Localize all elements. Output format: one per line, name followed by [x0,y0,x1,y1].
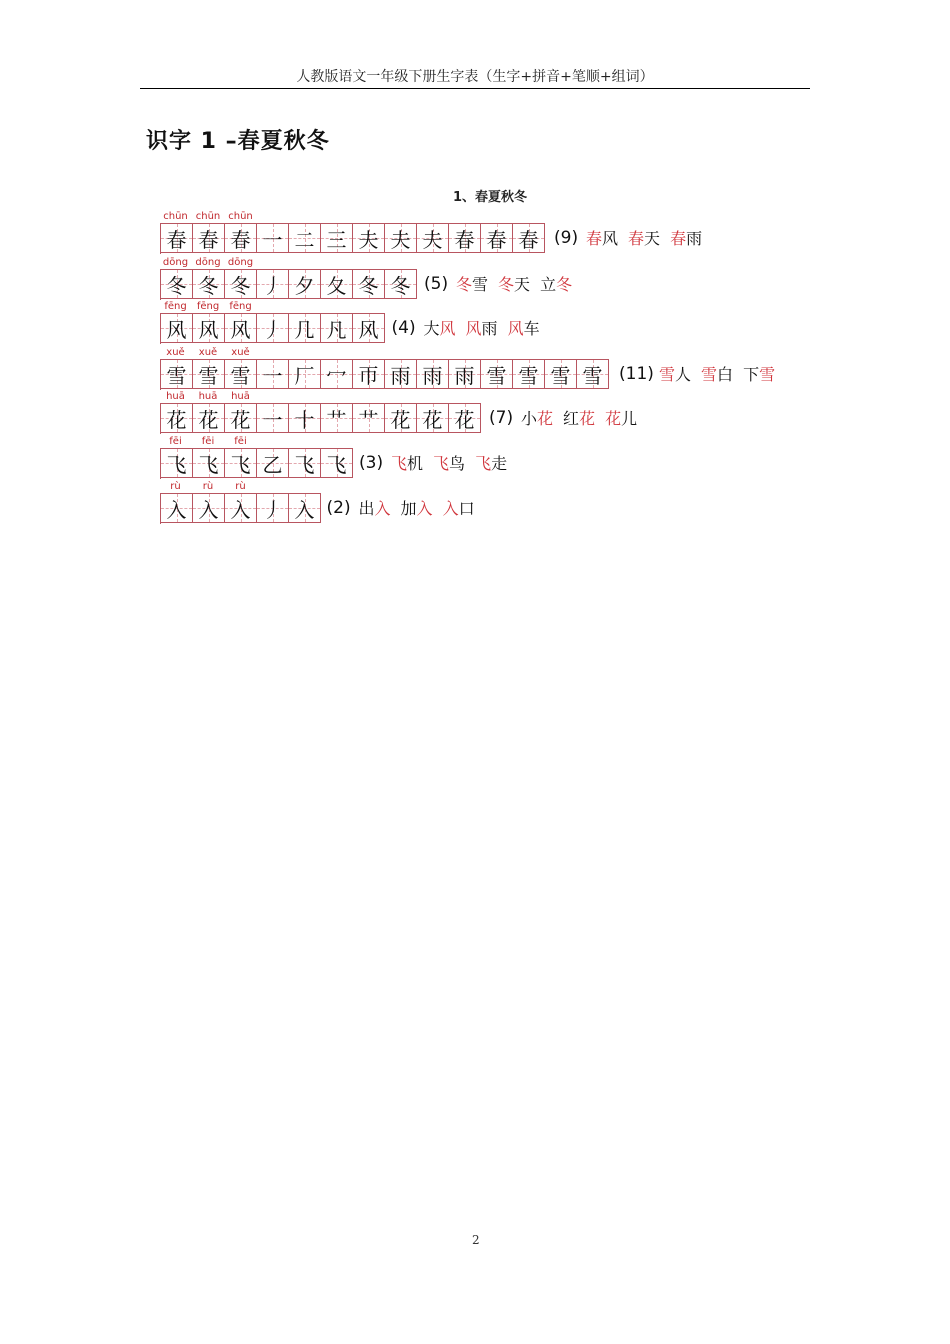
example-word [701,365,733,384]
writing-grid [160,313,385,344]
character-cell-glyph: 花 [198,407,219,432]
pinyin: chūn [228,211,253,222]
character-cell-glyph: 冬 [166,273,187,298]
word-part: 口 [458,499,475,518]
stroke-cell [449,403,481,433]
stroke-cell-glyph: 厂 [294,363,315,388]
word-part: 机 [407,454,424,473]
stroke-cell-glyph: 春 [486,227,507,252]
stroke-cell-glyph: 丿 [262,497,283,522]
example-word [433,454,465,473]
stroke-cell [289,448,321,478]
stroke-cell-glyph: 花 [390,407,411,432]
character-cell [193,223,225,253]
example-word [359,499,391,518]
highlighted-char: 春 [670,229,687,248]
word-examples [586,223,712,254]
character-cell-glyph: 花 [166,407,187,432]
example-word [540,275,572,294]
stroke-cell-glyph: 风 [358,317,379,342]
pinyin: rù [235,481,246,492]
stroke-cell-glyph: 几 [294,317,315,342]
stroke-cell [289,359,321,389]
character-cell [161,313,193,343]
highlighted-char: 飞 [475,454,492,473]
example-word [605,409,637,428]
highlighted-char: 冬 [456,275,473,294]
word-examples [391,448,517,479]
stroke-count: (3) [359,453,384,473]
word-part: 大 [423,319,440,338]
stroke-cell-glyph: 雪 [518,363,539,388]
stroke-cell [353,269,385,299]
stroke-cell [545,359,577,389]
stroke-cell [353,403,385,433]
stroke-cell [289,269,321,299]
stroke-cell-glyph: 雨 [454,363,475,388]
stroke-cell [289,403,321,433]
stroke-cell [577,359,609,389]
word-examples [659,359,785,390]
example-word [443,499,475,518]
character-cell [193,448,225,478]
stroke-cell [321,269,353,299]
highlighted-char: 入 [416,499,433,518]
character-cell-glyph: 雪 [166,363,187,388]
stroke-cell [385,403,417,433]
highlighted-char: 飞 [391,454,408,473]
stroke-cell-glyph: 花 [454,407,475,432]
word-part: 儿 [621,409,638,428]
example-word [466,319,498,338]
example-word [498,275,530,294]
page-number: 2 [472,1233,480,1247]
stroke-cell [289,223,321,253]
stroke-cell-glyph: 飞 [326,452,347,477]
example-word [628,229,660,248]
pinyin: xuě [166,347,185,358]
stroke-cell [481,223,513,253]
stroke-count: (4) [391,318,416,338]
word-part: 加 [400,499,417,518]
stroke-cell [289,313,321,343]
stroke-cell-glyph: 雪 [550,363,571,388]
character-cell [161,403,193,433]
highlighted-char: 冬 [556,275,573,294]
highlighted-char: 花 [537,409,554,428]
header-rule [140,88,810,89]
stroke-cell-glyph: 雪 [486,363,507,388]
stroke-count: (5) [424,274,449,294]
writing-grid [160,359,609,390]
stroke-cell-glyph: 十 [294,407,315,432]
word-part: 鸟 [449,454,466,473]
character-cell [193,493,225,523]
stroke-cell [257,359,289,389]
character-cell [225,313,257,343]
highlighted-char: 入 [442,499,459,518]
stroke-cell [257,403,289,433]
highlighted-char: 花 [579,409,596,428]
character-cell [193,269,225,299]
word-part: 风 [602,229,619,248]
stroke-cell-glyph: 丿 [262,317,283,342]
stroke-cell [321,313,353,343]
writing-grid [160,448,353,479]
stroke-count: (2) [326,498,351,518]
stroke-cell-glyph: 一 [262,407,283,432]
word-examples [359,493,485,524]
character-cell [225,448,257,478]
stroke-cell-glyph: 冬 [390,273,411,298]
character-cell [225,359,257,389]
word-part: 小 [521,409,538,428]
stroke-cell [321,223,353,253]
character-cell-glyph: 冬 [198,273,219,298]
character-cell-glyph: 春 [166,227,187,252]
character-cell [193,359,225,389]
character-cell-glyph: 冬 [230,273,251,298]
highlighted-char: 飞 [433,454,450,473]
pinyin: fēng [164,301,187,312]
stroke-cell [257,269,289,299]
word-part: 红 [563,409,580,428]
character-cell [193,403,225,433]
character-cell-glyph: 飞 [166,452,187,477]
stroke-cell-glyph: 雨 [390,363,411,388]
section-title: 识字 1 –春夏秋冬 [146,129,330,154]
stroke-cell-glyph: 乙 [262,452,283,477]
highlighted-char: 春 [586,229,603,248]
word-examples [521,403,647,434]
highlighted-char: 冬 [498,275,515,294]
pinyin: huā [198,391,218,402]
pinyin: fēi [169,436,182,447]
stroke-cell [513,223,545,253]
stroke-cell-glyph: 春 [454,227,475,252]
stroke-cell-glyph: 夂 [326,273,347,298]
character-cell-glyph: 雪 [230,363,251,388]
character-cell-glyph: 风 [230,317,251,342]
stroke-cell-glyph: 夫 [390,227,411,252]
character-cell-glyph: 花 [230,407,251,432]
character-cell-glyph: 风 [198,317,219,342]
stroke-cell-glyph: 花 [422,407,443,432]
stroke-cell [321,359,353,389]
character-cell-glyph: 春 [198,227,219,252]
pinyin: rù [170,481,181,492]
example-word [659,365,691,384]
pinyin: xuě [198,347,218,358]
word-part: 走 [491,454,508,473]
word-part: 人 [675,365,692,384]
stroke-cell-glyph: 春 [518,227,539,252]
character-cell [161,493,193,523]
example-word [670,229,702,248]
character-cell-glyph: 飞 [198,452,219,477]
stroke-cell-glyph: 飞 [294,452,315,477]
stroke-cell-glyph: 二 [294,227,315,252]
highlighted-char: 雪 [701,365,718,384]
word-part: 下 [743,365,760,384]
character-cell [225,403,257,433]
highlighted-char: 风 [439,319,456,338]
pinyin: dōng [162,257,189,268]
pinyin: rù [202,481,214,492]
writing-grid [160,269,417,300]
stroke-cell [385,223,417,253]
character-cell-glyph: 入 [198,497,219,522]
pinyin: fēng [196,301,220,312]
example-word [401,499,433,518]
pinyin: fēi [234,436,247,447]
pinyin: huā [231,391,250,402]
example-word [456,275,488,294]
highlighted-char: 风 [507,319,524,338]
stroke-cell [385,359,417,389]
example-word [743,365,775,384]
stroke-cell [353,359,385,389]
stroke-cell-glyph: 冬 [358,273,379,298]
character-cell [193,313,225,343]
pinyin: dōng [195,257,221,268]
stroke-cell-glyph: 艹 [358,407,379,432]
character-cell-glyph: 春 [230,227,251,252]
pinyin: chūn [163,211,188,222]
stroke-cell-glyph: 丿 [262,273,283,298]
character-cell [225,269,257,299]
stroke-cell-glyph: 夕 [294,273,315,298]
character-cell [161,223,193,253]
stroke-cell [257,493,289,523]
writing-grid [160,223,545,254]
word-examples [456,269,582,300]
stroke-cell-glyph: 艹 [326,407,347,432]
stroke-cell [385,269,417,299]
stroke-cell [257,223,289,253]
word-part: 白 [717,365,734,384]
example-word [475,454,507,473]
stroke-cell-glyph: 凡 [326,317,347,342]
example-word [424,319,456,338]
word-part: 天 [644,229,661,248]
stroke-cell [353,223,385,253]
highlighted-char: 春 [628,229,645,248]
word-examples [424,313,550,344]
character-cell-glyph: 风 [166,317,187,342]
pinyin: fēng [229,301,252,312]
stroke-count: (11) [619,364,654,384]
word-part: 天 [514,275,531,294]
stroke-cell [289,493,321,523]
stroke-cell-glyph: 帀 [358,363,379,388]
word-part: 出 [358,499,375,518]
word-part: 车 [523,319,540,338]
character-cell [161,269,193,299]
example-word [508,319,540,338]
stroke-cell [321,448,353,478]
stroke-cell-glyph: 三 [326,227,347,252]
stroke-cell [417,359,449,389]
pinyin: xuě [231,347,250,358]
example-word [521,409,553,428]
stroke-cell [417,403,449,433]
pinyin: huā [166,391,185,402]
character-cell [161,359,193,389]
stroke-cell [449,359,481,389]
character-cell-glyph: 飞 [230,452,251,477]
highlighted-char: 入 [374,499,391,518]
character-cell-glyph: 入 [166,497,187,522]
stroke-cell [321,403,353,433]
word-part: 立 [540,275,557,294]
stroke-cell-glyph: 雪 [582,363,603,388]
highlighted-char: 雪 [659,365,676,384]
highlighted-char: 花 [605,409,622,428]
word-part: 雨 [686,229,703,248]
example-word [563,409,595,428]
stroke-cell-glyph: 一 [262,227,283,252]
stroke-cell [417,223,449,253]
stroke-cell-glyph: 一 [262,363,283,388]
character-cell-glyph: 雪 [198,363,219,388]
highlighted-char: 雪 [759,365,776,384]
highlighted-char: 风 [465,319,482,338]
stroke-cell [353,313,385,343]
pinyin: chūn [195,211,221,222]
writing-grid [160,493,321,524]
stroke-cell-glyph: 入 [294,497,315,522]
stroke-count: (9) [554,228,579,248]
stroke-cell-glyph: 夫 [422,227,443,252]
pinyin: fēi [201,436,215,447]
stroke-cell-glyph: 雨 [422,363,443,388]
stroke-cell-glyph: 夫 [358,227,379,252]
example-word [586,229,618,248]
character-cell [225,493,257,523]
stroke-cell [449,223,481,253]
character-cell-glyph: 入 [230,497,251,522]
stroke-cell-glyph: 冖 [326,363,347,388]
page-header: 人教版语文一年级下册生字表（生字+拼音+笔顺+组词） [296,69,654,85]
word-part: 雨 [481,319,498,338]
stroke-cell [257,448,289,478]
pinyin: dōng [227,257,254,268]
character-cell [161,448,193,478]
stroke-cell [257,313,289,343]
stroke-cell [513,359,545,389]
word-part: 雪 [472,275,489,294]
stroke-count: (7) [489,408,514,428]
stroke-cell [481,359,513,389]
example-word [391,454,423,473]
writing-grid [160,403,481,434]
character-cell [225,223,257,253]
lesson-title: 1、春夏秋冬 [452,190,528,205]
